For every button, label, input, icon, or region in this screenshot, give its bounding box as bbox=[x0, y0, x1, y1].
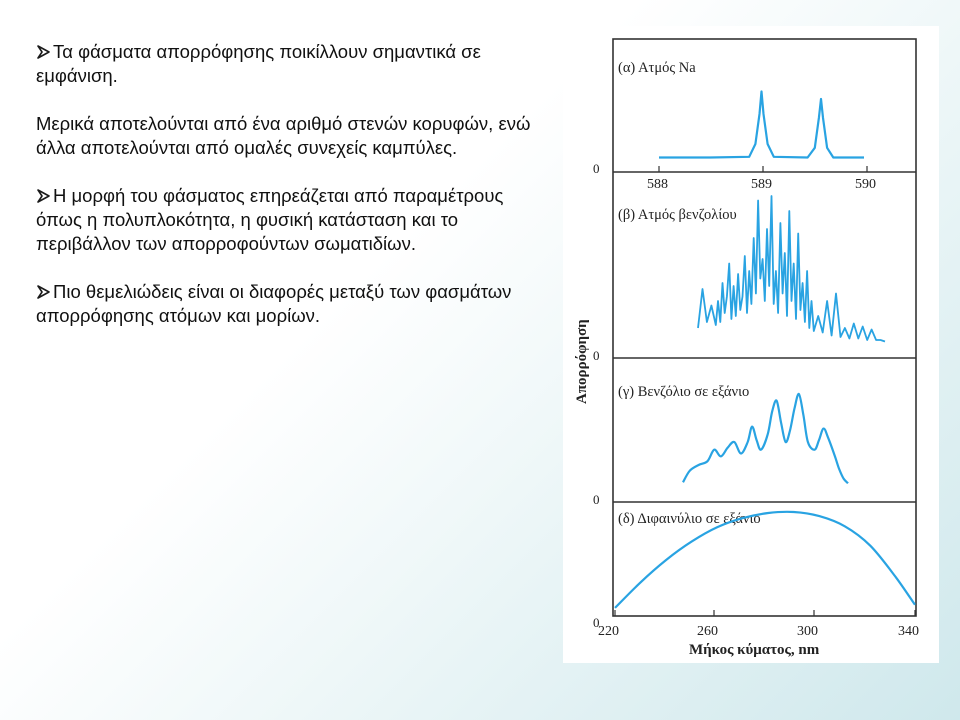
bullet-item-2 bbox=[36, 184, 536, 256]
bullet-item-1 bbox=[36, 40, 536, 88]
panel-title: (β) Ατμός βενζολίου bbox=[618, 207, 737, 223]
spectrum-curve bbox=[659, 92, 864, 158]
zero-label: 0 bbox=[593, 161, 600, 176]
arrow-bullet-icon bbox=[36, 45, 52, 59]
bullet-text-2: Η μορφή του φάσματος επηρεάζεται από παραμέτρους όπως η πολυπλοκότητα, η φυσική κατάσταση και το περιβάλλον των απορροφούντων σωματιδίων. bbox=[36, 185, 504, 254]
panel-title: (γ) Βενζόλιο σε εξάνιο bbox=[618, 384, 750, 400]
panel-title: (δ) Διφαινύλιο σε εξάνιο bbox=[618, 511, 761, 527]
paragraph-1: Μερικά αποτελούνται από ένα αριθμό στενών κορυφών, ενώ άλλα αποτελούνται από ομαλές συνεχείς καμπύλες. bbox=[36, 113, 531, 158]
slide-text bbox=[36, 40, 536, 352]
spectra-figure bbox=[563, 26, 939, 663]
x-tick-label: 300 bbox=[797, 624, 818, 639]
x-tick-label: 590 bbox=[855, 177, 876, 192]
spectrum-curve bbox=[683, 394, 848, 483]
x-tick-label: 220 bbox=[598, 624, 619, 639]
x-tick-label: 589 bbox=[751, 177, 772, 192]
arrow-bullet-icon bbox=[36, 285, 52, 299]
y-axis-label: Απορρόφηση bbox=[574, 319, 590, 404]
panel-title: (α) Ατμός Na bbox=[618, 60, 696, 76]
x-tick-label: 588 bbox=[647, 177, 668, 192]
bullet-item-3 bbox=[36, 280, 536, 328]
x-axis-label: Μήκος κύματος, nm bbox=[689, 642, 820, 658]
x-tick-label: 340 bbox=[898, 624, 919, 639]
arrow-bullet-icon bbox=[36, 189, 52, 203]
bullet-text-3: Πιο θεμελιώδεις είναι οι διαφορές μεταξύ των φασμάτων απορρόφησης ατόμων και μορίων. bbox=[36, 281, 512, 326]
spectra-chart bbox=[563, 26, 939, 663]
zero-label: 0 bbox=[593, 615, 600, 630]
zero-label: 0 bbox=[593, 492, 600, 507]
x-tick-label: 260 bbox=[697, 624, 718, 639]
zero-label: 0 bbox=[593, 348, 600, 363]
bullet-text-1: Τα φάσματα απορρόφησης ποικίλλουν σημαντικά σε εμφάνιση. bbox=[36, 41, 481, 86]
